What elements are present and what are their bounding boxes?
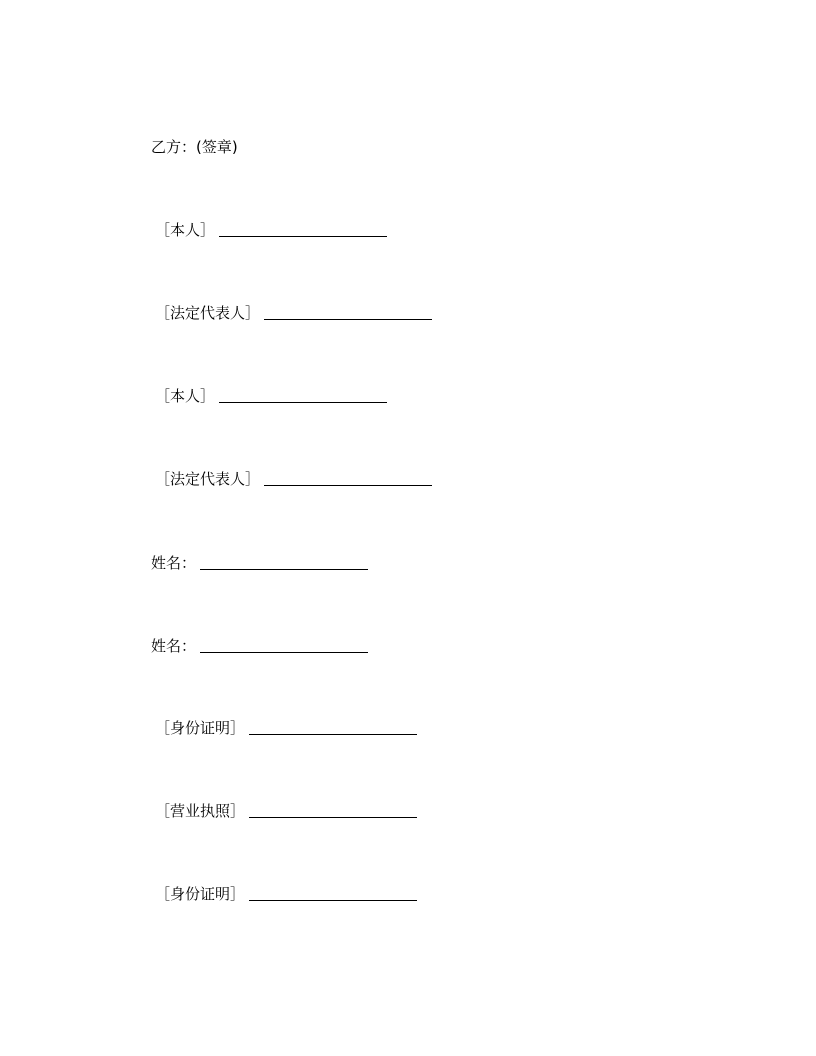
identity-proof-line: [155, 718, 417, 738]
legal-representative-label: ［法定代表人］: [155, 304, 261, 322]
name-blank-2[interactable]: [200, 651, 368, 653]
legal-representative-blank-2[interactable]: [264, 484, 432, 486]
identity-proof-blank-2[interactable]: [249, 899, 417, 901]
self-label-2: ［本人］: [155, 387, 216, 405]
name-line: [151, 553, 368, 573]
legal-representative-signature-line: [155, 303, 432, 323]
legal-representative-label-2: ［法定代表人］: [155, 470, 261, 488]
identity-proof-line-2: [155, 884, 417, 904]
legal-representative-blank[interactable]: [264, 318, 432, 320]
name-blank[interactable]: [200, 568, 368, 570]
identity-proof-label: ［身份证明］: [155, 719, 246, 737]
self-blank-2[interactable]: [219, 401, 387, 403]
name-label-2: 姓名：: [151, 637, 197, 655]
party-b-signature-heading: [151, 137, 238, 157]
legal-representative-signature-line-2: [155, 469, 432, 489]
name-line-2: [151, 636, 368, 656]
party-b-label: 乙方：(签章): [151, 138, 238, 156]
name-label: 姓名：: [151, 554, 197, 572]
self-blank[interactable]: [219, 235, 387, 237]
self-label: ［本人］: [155, 221, 216, 239]
business-license-line: [155, 801, 417, 821]
self-signature-line: [155, 220, 387, 240]
business-license-label: ［营业执照］: [155, 802, 246, 820]
business-license-blank[interactable]: [249, 816, 417, 818]
identity-proof-blank[interactable]: [249, 733, 417, 735]
self-signature-line-2: [155, 386, 387, 406]
identity-proof-label-2: ［身份证明］: [155, 885, 246, 903]
